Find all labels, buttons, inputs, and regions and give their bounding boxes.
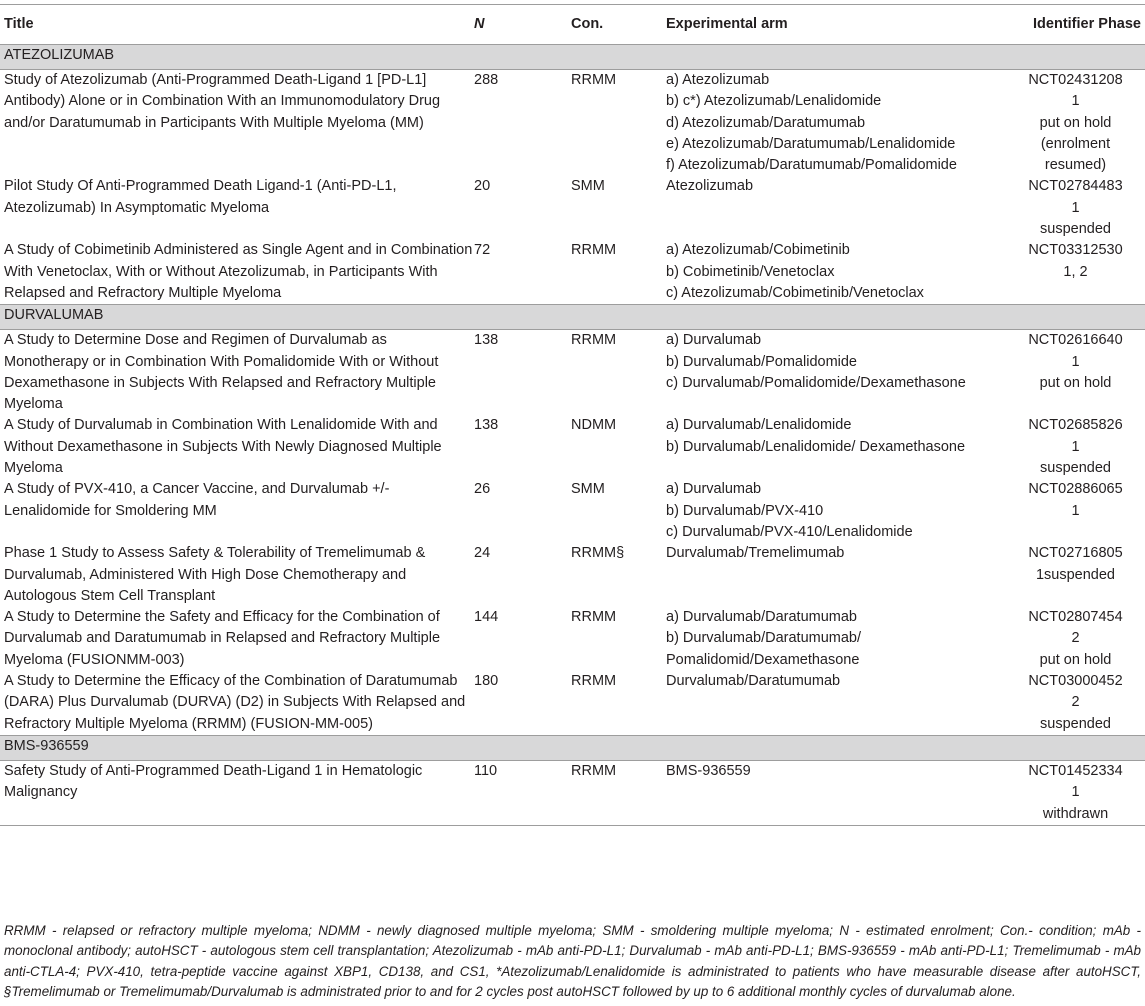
trial-identifier-phase (1006, 70, 1145, 177)
phase-line: (enrolment (1040, 135, 1111, 152)
section-name: BMS-936559 (0, 735, 1145, 760)
arm-line: a) Durvalumab (666, 332, 762, 349)
trial-experimental-arm (666, 543, 1006, 607)
phase-line: 2 (1071, 694, 1080, 711)
table-row (0, 479, 1145, 543)
arm-line: BMS-936559 (666, 762, 751, 779)
trial-title: A Study of Durvalumab in Combination With Lenalidomide With and Without Dexamethasone in Subjects With Newly Diagnosed Multiple Myeloma (4, 417, 442, 477)
arm-line: b) Durvalumab/Pomalidomide (666, 353, 857, 370)
trial-enrolment: 288 (474, 72, 499, 88)
section-header-row (0, 45, 1145, 70)
phase-line: 1 (1071, 353, 1080, 370)
arm-line: a) Durvalumab/Lenalidomide (666, 417, 852, 434)
phase-line: 1 (1071, 784, 1080, 801)
table-row (0, 543, 1145, 607)
trial-identifier-phase (1006, 479, 1145, 543)
phase-line: 1 (1071, 438, 1080, 455)
trial-condition: RRMM (571, 242, 617, 259)
trial-enrolment: 144 (474, 609, 499, 626)
phase-line: 1suspended (1035, 566, 1115, 583)
trial-identifier-phase (1006, 330, 1145, 416)
arm-line: a) Durvalumab/Daratumumab (666, 609, 857, 626)
phase-line: NCT03000452 (1028, 673, 1123, 690)
arm-line: b) Durvalumab/PVX-410 (666, 502, 824, 519)
phase-line: NCT02431208 (1028, 72, 1123, 88)
table-row (0, 70, 1145, 177)
arm-line: b) Durvalumab/Daratumumab/ (666, 630, 862, 647)
trial-condition: RRMM (571, 72, 617, 88)
arm-line: d) Atezolizumab/Daratumumab (666, 114, 866, 131)
phase-line: 2 (1071, 630, 1080, 647)
trial-condition: RRMM§ (571, 545, 625, 562)
phase-line: NCT02685826 (1028, 417, 1123, 434)
trial-title: Pilot Study Of Anti-Programmed Death Ligand-1 (Anti-PD-L1, Atezolizumab) In Asymptomatic Myeloma (4, 178, 397, 216)
trial-experimental-arm (666, 70, 1006, 177)
phase-line: suspended (1040, 460, 1111, 477)
trial-enrolment: 20 (474, 178, 491, 195)
trial-title: Safety Study of Anti-Programmed Death-Ligand 1 in Hematologic Malignancy (0, 760, 474, 825)
header-row (0, 5, 1145, 45)
table-row (0, 607, 1145, 671)
trial-experimental-arm (666, 415, 1006, 479)
arm-line: Durvalumab/Tremelimumab (666, 545, 845, 562)
arm-line: e) Atezolizumab/Daratumumab/Lenalidomide (666, 135, 956, 152)
trial-identifier-phase (1006, 760, 1145, 825)
arm-line: c) Durvalumab/PVX-410/Lenalidomide (666, 523, 913, 540)
phase-line: withdrawn (1042, 805, 1109, 822)
section-header-row (0, 735, 1145, 760)
trial-condition: RRMM (571, 673, 617, 690)
trial-experimental-arm (666, 330, 1006, 416)
trial-identifier-phase (1006, 607, 1145, 671)
trial-identifier-phase (1006, 240, 1145, 304)
phase-line: NCT02807454 (1028, 609, 1123, 626)
phase-line: suspended (1040, 715, 1111, 732)
trial-condition: NDMM (571, 417, 617, 434)
header-n: N (474, 5, 571, 45)
phase-line: 1 (1071, 93, 1080, 110)
arm-line: a) Durvalumab (666, 481, 762, 498)
phase-line: put on hold (1039, 374, 1112, 391)
arm-line: c) Durvalumab/Pomalidomide/Dexamethasone (666, 374, 966, 391)
section-name: DURVALUMAB (0, 305, 1145, 330)
phase-line: NCT02716805 (1028, 545, 1123, 562)
arm-line: b) c*) Atezolizumab/Lenalidomide (666, 93, 882, 110)
table-row (0, 760, 1145, 825)
trial-identifier-phase (1006, 671, 1145, 735)
trial-identifier-phase (1006, 415, 1145, 479)
arm-line: f) Atezolizumab/Daratumumab/Pomalidomide (666, 157, 957, 174)
table-row (0, 671, 1145, 735)
trial-experimental-arm (666, 240, 1006, 304)
arm-line: Durvalumab/Daratumumab (666, 673, 841, 690)
trial-identifier-phase (1006, 176, 1145, 240)
phase-line: put on hold (1039, 651, 1112, 668)
trial-condition: SMM (571, 178, 605, 195)
phase-line: NCT01452334 (1028, 762, 1123, 779)
arm-line: a) Atezolizumab/Cobimetinib (666, 242, 850, 259)
phase-line: NCT03312530 (1028, 242, 1123, 259)
arm-line: b) Durvalumab/Lenalidomide/ Dexamethasone (666, 438, 966, 455)
header-condition: Con. (571, 5, 666, 45)
arm-line: Pomalidomid/Dexamethasone (666, 651, 860, 668)
phase-line: NCT02886065 (1028, 481, 1123, 498)
arm-line: b) Cobimetinib/Venetoclax (666, 263, 835, 280)
phase-line: suspended (1040, 221, 1111, 238)
phase-line: 1 (1071, 199, 1080, 216)
trial-enrolment: 138 (474, 332, 499, 349)
phase-line: NCT02784483 (1028, 178, 1123, 195)
trial-experimental-arm (666, 176, 1006, 240)
phase-line: 1 (1071, 502, 1080, 519)
phase-line: 1, 2 (1063, 263, 1088, 280)
phase-line: put on hold (1039, 114, 1112, 131)
arm-line: Atezolizumab (666, 178, 754, 195)
trial-experimental-arm (666, 479, 1006, 543)
table-row (0, 415, 1145, 479)
phase-line: resumed) (1044, 157, 1107, 174)
trial-condition: RRMM (571, 332, 617, 349)
trial-title: A Study to Determine the Safety and Efficacy for the Combination of Durvalumab and Daratumumab in Relapsed and Refractory Multiple Myeloma (FUSIONMM-003) (4, 609, 441, 668)
table-row (0, 176, 1145, 240)
clinical-trials-table (0, 4, 1145, 826)
trial-enrolment: 138 (474, 417, 499, 434)
trial-enrolment: 26 (474, 481, 491, 498)
trial-experimental-arm (666, 760, 1006, 825)
trial-title: Phase 1 Study to Assess Safety & Tolerability of Tremelimumab & Durvalumab, Administered With High Dose Chemotherapy and Autologous Stem Cell Transplant (4, 545, 426, 604)
section-header-row (0, 305, 1145, 330)
phase-line: NCT02616640 (1028, 332, 1123, 349)
trial-enrolment: 24 (474, 545, 491, 562)
trial-title: Study of Atezolizumab (Anti-Programmed Death-Ligand 1 [PD-L1] Antibody) Alone or in Combination With an Immunomodulatory Drug and/or Daratumumab in Participants With Multiple Myeloma (MM) (4, 72, 441, 131)
trial-enrolment: 180 (474, 673, 499, 690)
arm-line: c) Atezolizumab/Cobimetinib/Venetoclax (666, 284, 924, 301)
trial-title: A Study to Determine Dose and Regimen of Durvalumab as Monotherapy or in Combination With Pomalidomide With or Without Dexamethasone in Subjects With Relapsed and Refractory Multiple Myeloma (4, 332, 439, 413)
trial-experimental-arm (666, 607, 1006, 671)
table-body (0, 45, 1145, 826)
trial-experimental-arm (666, 671, 1006, 735)
table-footnote: RRMM - relapsed or refractory multiple myeloma; NDMM - newly diagnosed multiple myeloma; SMM - smoldering multiple myeloma; N - estimated enrolment; Con.- condition; mAb - monoclonal antibody; autoHSCT - autologous stem cell transplantation; Atezolizumab - mAb anti-PD-L1; Durvalumab - mAb anti-PD-L1; BMS-936559 - mAb anti-PD-L1; Tremelimumab - mAb anti-CTLA-4; PVX-410, tetra-peptide vaccine against XBP1, CD138, and CS1, *Atezolizumab/Lenalidomide is administrated to patients who have measurable disease after autoHSCT, §Tremelimumab or Tremelimumab/Durvalumab is administrated prior to and for 2 cycles post autoHSCT followed by up to 6 additional monthly cycles of durvalumab alone. (4, 923, 1141, 1000)
trial-title: A Study to Determine the Efficacy of the Combination of Daratumumab (DARA) Plus Durvalumab (DURVA) (D2) in Subjects With Relapsed and Refractory Multiple Myeloma (RRMM) (FUSION-MM-005) (4, 673, 466, 732)
trial-title: A Study of PVX-410, a Cancer Vaccine, and Durvalumab +/- Lenalidomide for Smoldering MM (4, 481, 390, 519)
table-row (0, 330, 1145, 416)
header-identifier-phase: Identifier Phase (1006, 5, 1145, 45)
trial-condition: SMM (571, 481, 605, 498)
section-name: ATEZOLIZUMAB (0, 45, 1145, 70)
table-row (0, 240, 1145, 304)
trial-identifier-phase (1006, 543, 1145, 607)
trial-title: A Study of Cobimetinib Administered as Single Agent and in Combination With Venetoclax, With or Without Atezolizumab, in Participants With Relapsed and Refractory Multiple Myeloma (4, 242, 473, 301)
arm-line: a) Atezolizumab (666, 72, 770, 88)
trial-enrolment: 72 (474, 242, 491, 259)
trial-enrolment: 110 (474, 760, 571, 825)
header-experimental-arm: Experimental arm (666, 5, 1006, 45)
trial-condition: RRMM (571, 609, 617, 626)
trial-condition: RRMM (571, 760, 666, 825)
header-title: Title (0, 5, 474, 45)
